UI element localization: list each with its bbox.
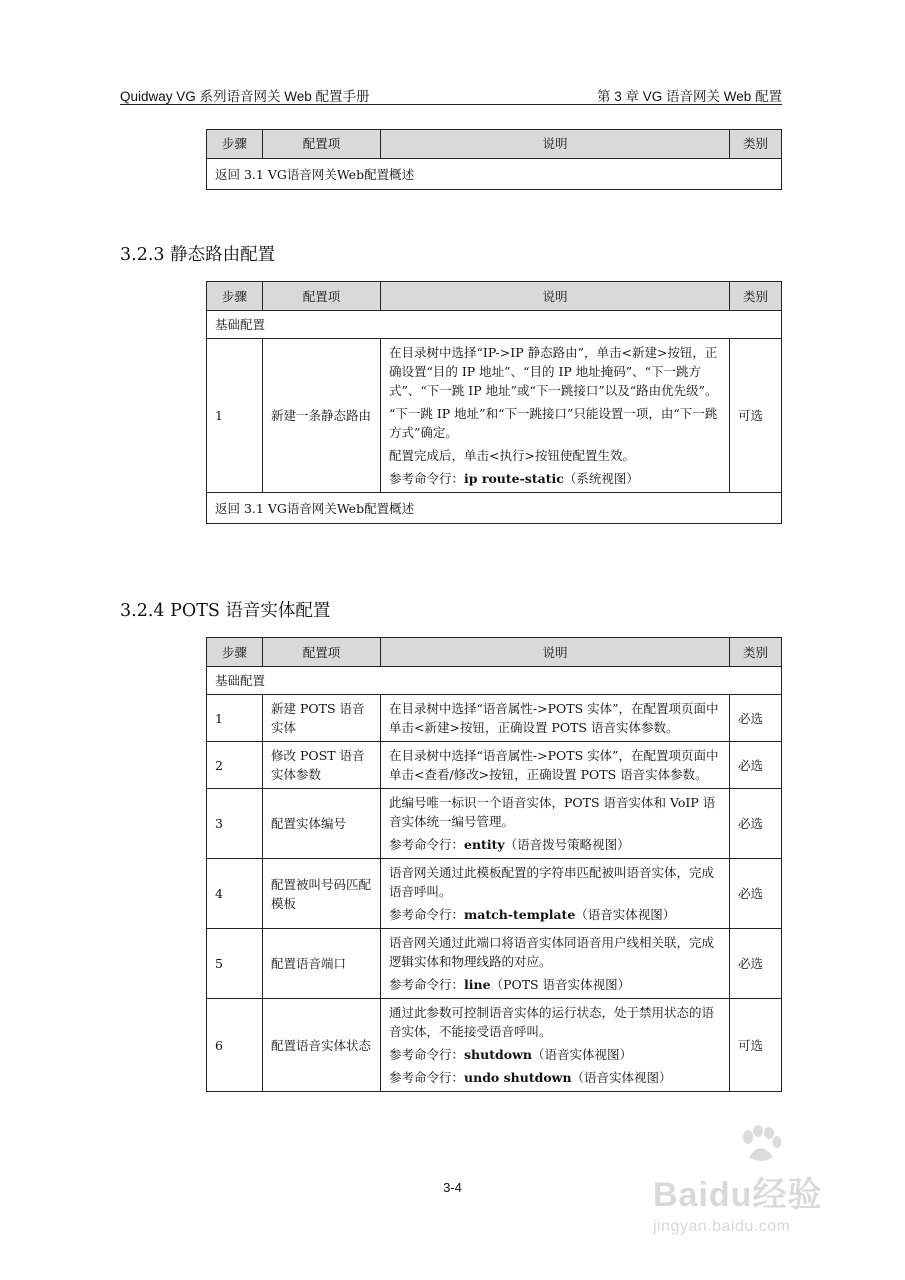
desc-cell: 在目录树中选择“语音属性->POTS 实体”，在配置项页面中单击<新建>按钮，正确设置 POTS 语音实体参数。 — [381, 695, 730, 742]
item-cell: 配置语音实体状态 — [263, 999, 381, 1092]
group-label: 基础配置 — [207, 311, 782, 339]
step-cell: 1 — [207, 695, 263, 742]
command-line: 参考命令行：match-template（语音实体视图） — [389, 907, 676, 922]
category-cell: 可选 — [730, 339, 782, 493]
desc-text: 在目录树中选择“IP->IP 静态路由”，单击<新建>按钮，正确设置“目的 IP 地址”、“目的 IP 地址掩码”、“下一跳方式”、“下一跳 IP 地址”或“下一跳接口”以及“路由优先级”。 — [389, 345, 718, 398]
table-row — [207, 695, 782, 742]
category-cell: 可选 — [730, 999, 782, 1092]
step-cell: 3 — [207, 789, 263, 859]
category-cell: 必选 — [730, 695, 782, 742]
desc-cell: 通过此参数可控制语音实体的运行状态，处于禁用状态的语音实体，不能接受语音呼叫。 参考命令行：shutdown（语音实体视图） 参考命令行：undo shutdown（语音实体视图） — [381, 999, 730, 1092]
item-cell: 配置被叫号码匹配模板 — [263, 859, 381, 929]
step-cell: 6 — [207, 999, 263, 1092]
table-row — [207, 929, 782, 999]
col-desc: 说明 — [381, 638, 730, 667]
table-row — [207, 789, 782, 859]
table-row — [207, 339, 782, 493]
col-desc: 说明 — [381, 130, 730, 159]
pots-table — [206, 637, 782, 1092]
desc-text: 配置完成后，单击<执行>按钮使配置生效。 — [389, 448, 635, 463]
command: undo shutdown — [464, 1070, 572, 1085]
watermark — [653, 1145, 853, 1245]
command: match-template — [464, 907, 576, 922]
command-line: 参考命令行：shutdown（语音实体视图） — [389, 1047, 632, 1062]
category-cell: 必选 — [730, 789, 782, 859]
command-line: 参考命令行：line（POTS 语音实体视图） — [389, 977, 631, 992]
col-category: 类别 — [730, 282, 782, 311]
table-row — [207, 742, 782, 789]
desc-cell: 语音网关通过此模板配置的字符串匹配被叫语音实体，完成语音呼叫。 参考命令行：match-template（语音实体视图） — [381, 859, 730, 929]
item-cell: 新建一条静态路由 — [263, 339, 381, 493]
col-desc: 说明 — [381, 282, 730, 311]
col-step: 步骤 — [207, 282, 263, 311]
item-cell: 配置实体编号 — [263, 789, 381, 859]
col-item: 配置项 — [263, 130, 381, 159]
paw-icon — [739, 1125, 783, 1165]
group-label: 基础配置 — [207, 667, 782, 695]
watermark-url: jingyan.baidu.com — [653, 1218, 791, 1235]
col-item: 配置项 — [263, 282, 381, 311]
col-step: 步骤 — [207, 130, 263, 159]
desc-cell: 在目录树中选择“语音属性->POTS 实体”，在配置项页面中单击<查看/修改>按钮，正确设置 POTS 语音实体参数。 — [381, 742, 730, 789]
item-cell: 新建 POTS 语音实体 — [263, 695, 381, 742]
header-right: 第 3 章 VG 语音网关 Web 配置 — [596, 89, 782, 104]
command: shutdown — [464, 1047, 532, 1062]
static-route-table — [206, 281, 782, 524]
table-row — [207, 999, 782, 1092]
section-heading-static-route: 3.2.3 静态路由配置 — [120, 245, 276, 265]
table-row — [207, 859, 782, 929]
command: entity — [464, 837, 505, 852]
watermark-logo: Baidu经验 — [653, 1176, 823, 1214]
page-header — [120, 84, 782, 105]
col-category: 类别 — [730, 130, 782, 159]
top-table — [206, 129, 782, 190]
back-link[interactable]: 返回 3.1 VG语音网关Web配置概述 — [207, 493, 782, 524]
step-cell: 4 — [207, 859, 263, 929]
col-item: 配置项 — [263, 638, 381, 667]
desc-cell: 此编号唯一标识一个语音实体，POTS 语音实体和 VoIP 语音实体统一编号管理。 参考命令行：entity（语音拨号策略视图） — [381, 789, 730, 859]
page-number: 3-4 — [443, 1180, 462, 1195]
col-category: 类别 — [730, 638, 782, 667]
item-cell: 配置语音端口 — [263, 929, 381, 999]
col-step: 步骤 — [207, 638, 263, 667]
section-heading-pots: 3.2.4 POTS 语音实体配置 — [120, 601, 331, 621]
command-line: 参考命令行：ip route-static（系统视图） — [389, 471, 639, 486]
desc-text: “下一跳 IP 地址”和“下一跳接口”只能设置一项，由“下一跳方式”确定。 — [389, 406, 718, 440]
category-cell: 必选 — [730, 929, 782, 999]
item-cell: 修改 POST 语音实体参数 — [263, 742, 381, 789]
step-cell: 1 — [207, 339, 263, 493]
command-line: 参考命令行：undo shutdown（语音实体视图） — [389, 1070, 672, 1085]
desc-cell: 语音网关通过此端口将语音实体同语音用户线相关联，完成逻辑实体和物理线路的对应。 参考命令行：line（POTS 语音实体视图） — [381, 929, 730, 999]
step-cell: 2 — [207, 742, 263, 789]
desc-cell — [381, 339, 730, 493]
step-cell: 5 — [207, 929, 263, 999]
command: line — [464, 977, 491, 992]
back-link[interactable]: 返回 3.1 VG语音网关Web配置概述 — [207, 159, 782, 190]
header-left: Quidway VG 系列语音网关 Web 配置手册 — [120, 89, 370, 104]
category-cell: 必选 — [730, 859, 782, 929]
category-cell: 必选 — [730, 742, 782, 789]
command: ip route-static — [464, 471, 564, 486]
command-line: 参考命令行：entity（语音拨号策略视图） — [389, 837, 630, 852]
